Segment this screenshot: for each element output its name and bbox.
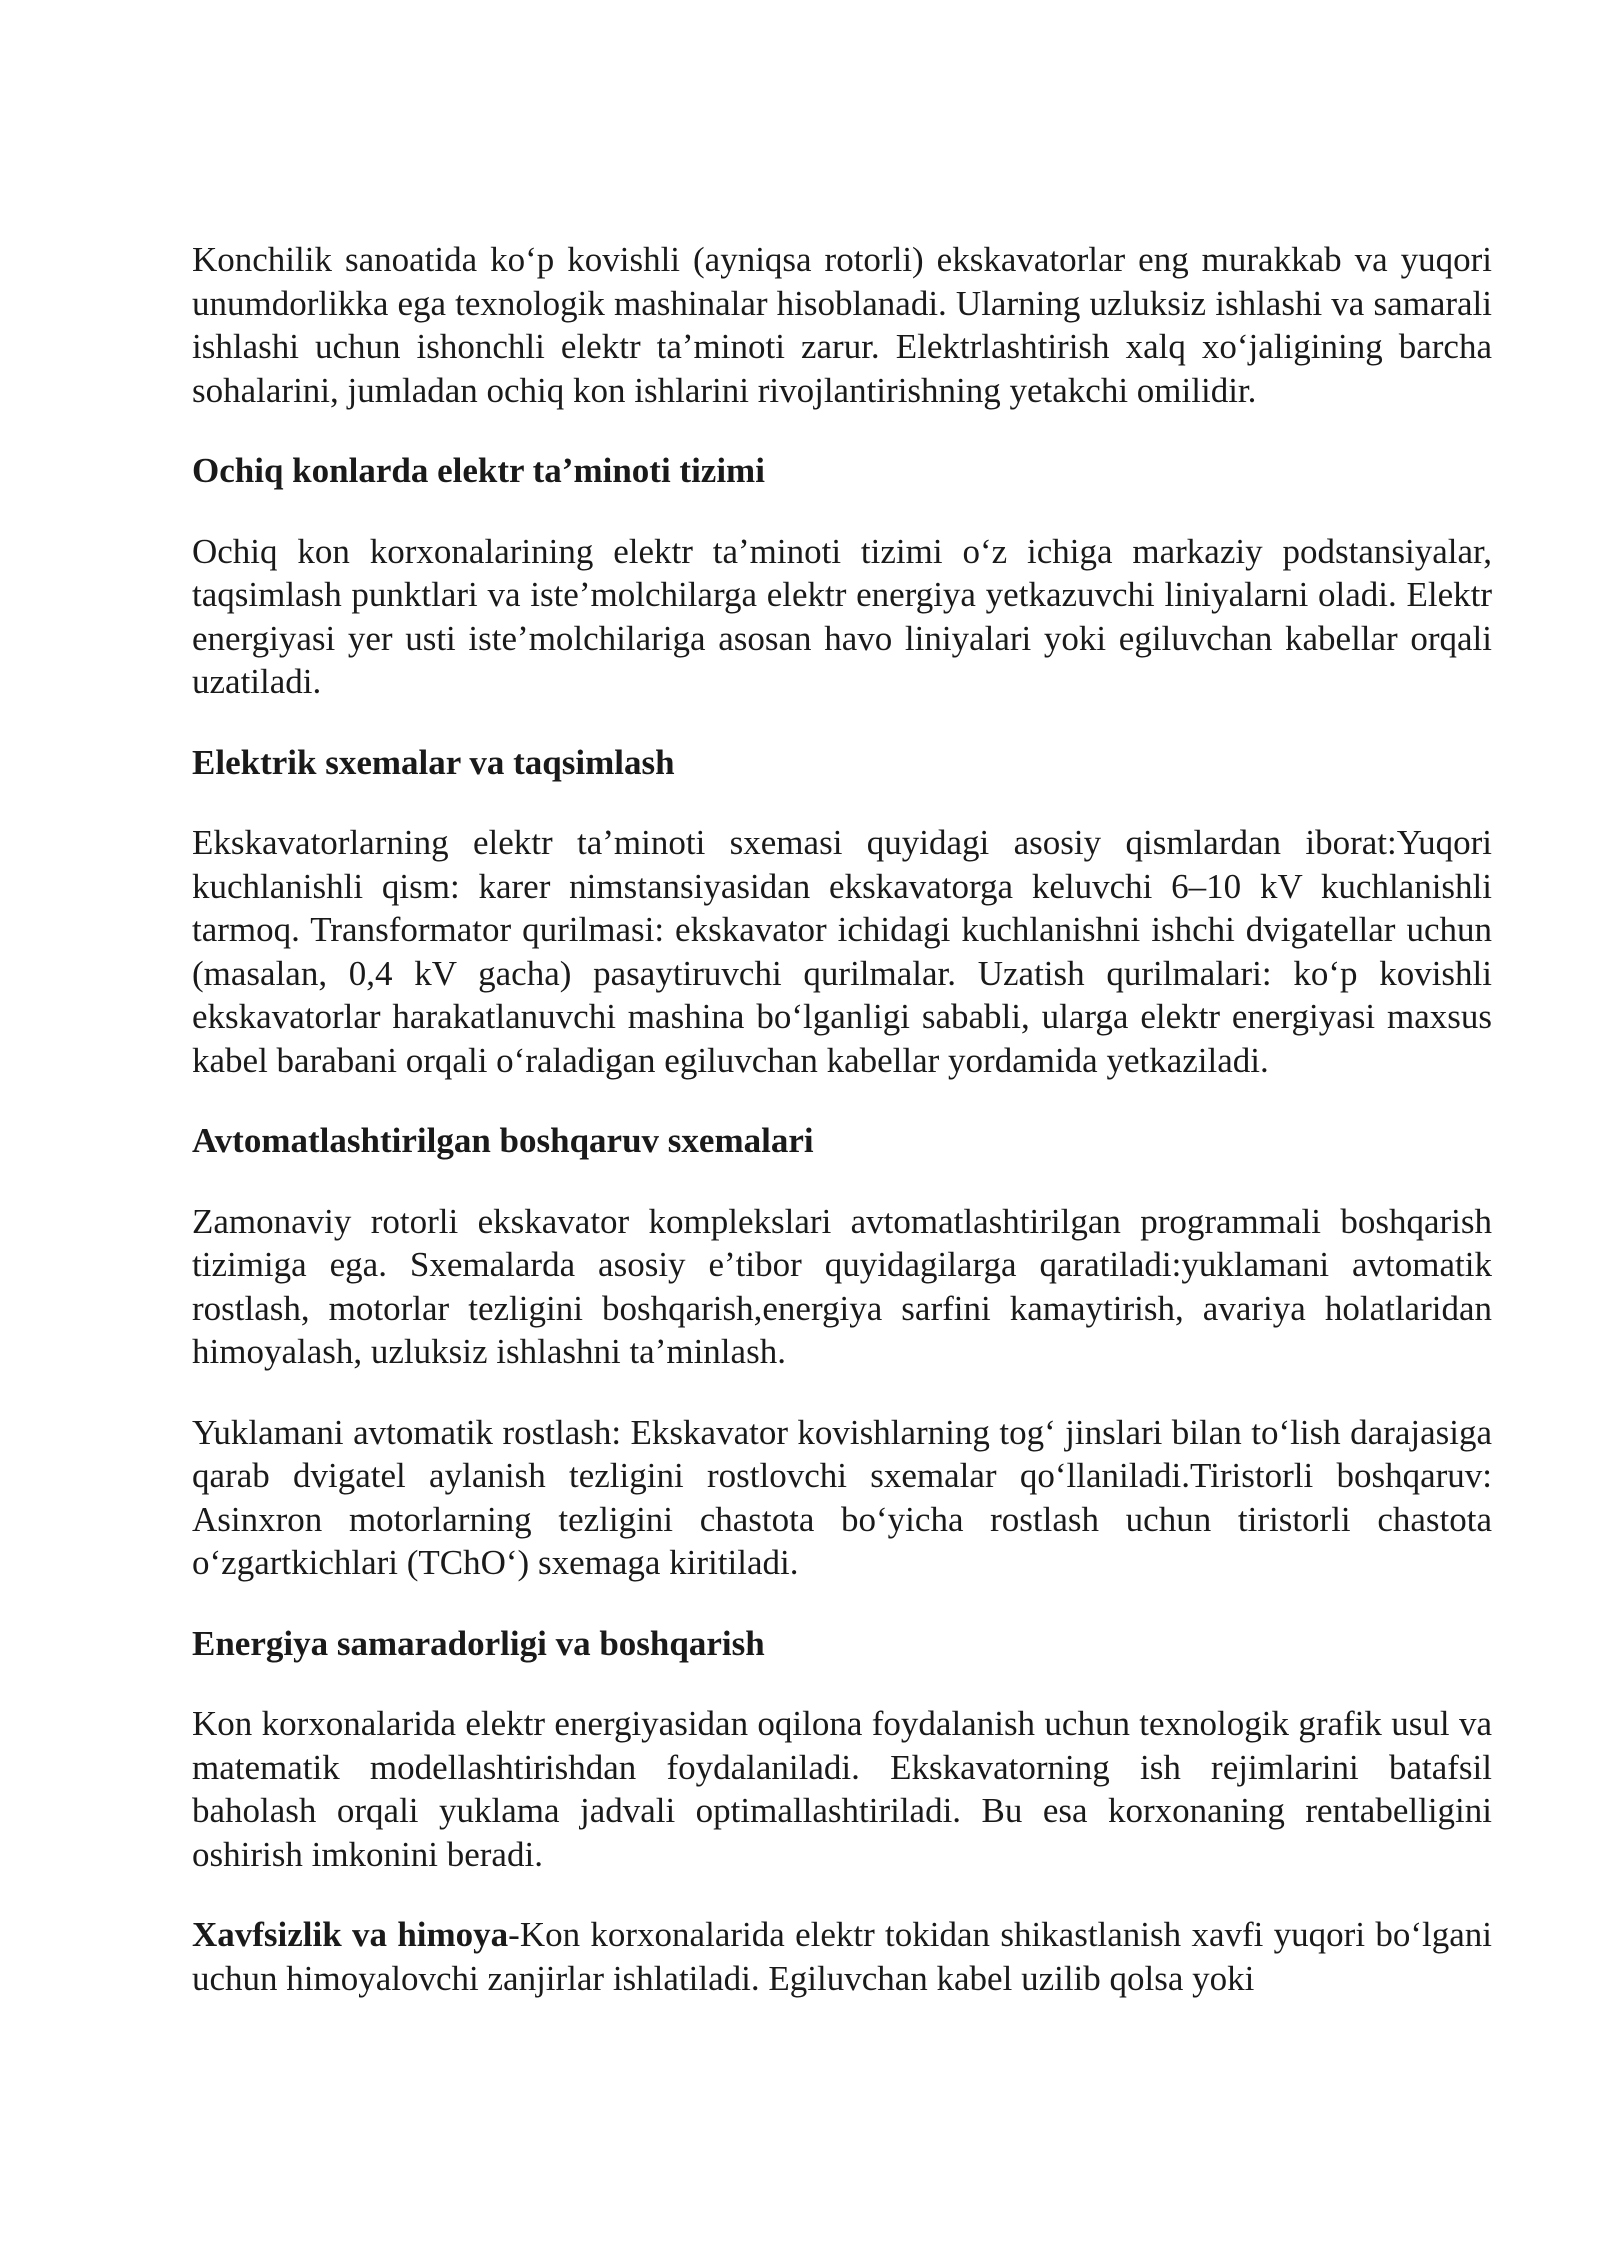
- paragraph-electrical-schemes: Ekskavatorlarning elektr taʼminoti sxemasi quyidagi asosiy qismlardan iborat:Yuqori kuchlanishli qism: karer nimstansiyasidan ekskavatorga keluvchi 6–10 kV kuchlanishli tarmoq. Transformator qurilmasi: ekskavator ichidagi kuchlanishni ishchi dvigatellar uchun (masalan, 0,4 kV gacha) pasaytiruvchi qurilmalar. Uzatish qurilmalari: koʻp kovishli ekskavatorlar harakatlanuvchi mashina boʻlganligi sababli, ularga elektr energiyasi maxsus kabel barabani orqali oʻraladigan egiluvchan kabellar yordamida yetkaziladi.: [192, 823, 1492, 1080]
- heading-energy-efficiency: Energiya samaradorligi va boshqarish: [192, 1623, 765, 1663]
- heading-automated-control: Avtomatlashtirilgan boshqaruv sxemalari: [192, 1121, 814, 1160]
- paragraph-intro: Konchilik sanoatida koʻp kovishli (ayniqsa rotorli) ekskavatorlar eng murakkab va yuqori unumdorlikka ega texnologik mashinalar hisoblanadi. Ularning uzluksiz ishlashi va samarali ishlashi uchun ishonchli elektr taʼminoti zarur. Elektrlashtirish xalq xoʻjaligining barcha sohalarini, jumladan ochiq kon ishlarini rivojlantirishning yetakchi omilidir.: [192, 240, 1492, 410]
- paragraph-energy-efficiency: Kon korxonalarida elektr energiyasidan oqilona foydalanish uchun texnologik grafik usul va matematik modellashtirishdan foydalaniladi. Ekskavatorning ish rejimlarini batafsil baholash orqali yuklama jadvali optimallashtiriladi. Bu esa korxonaning rentabelligini oshirish imkonini beradi.: [192, 1704, 1492, 1874]
- safety-text: -Kon korxonalarida elektr tokidan shikastlanish xavfi yuqori boʻlgani uchun himoyalovchi zanjirlar ishlatiladi. Egiluvchan kabel uzilib qolsa yoki: [192, 1915, 1492, 1998]
- heading-power-supply-system: Ochiq konlarda elektr taʼminoti tizimi: [192, 451, 765, 490]
- paragraph-automated-control-2: Yuklamani avtomatik rostlash: Ekskavator kovishlarning togʻ jinslari bilan toʻlish darajasiga qarab dvigatel aylanish tezligini rostlovchi sxemalar qoʻllaniladi.Tiristorli boshqaruv: Asinxron motorlarning tezligini chastota boʻyicha rostlash uchun tiristorli chastota oʻzgartkichlari (TChOʻ) sxemaga kiritiladi.: [192, 1412, 1492, 1582]
- document-page: [192, 238, 1492, 2037]
- paragraph-safety: [192, 1913, 1492, 2000]
- paragraph-automated-control-1: Zamonaviy rotorli ekskavator komplekslari avtomatlashtirilgan programmali boshqarish tizimiga ega. Sxemalarda asosiy eʼtibor quyidagilarga qaratiladi:yuklamani avtomatik rostlash, motorlar tezligini boshqarish,energiya sarfini kamaytirish, avariya holatlaridan himoyalash, uzluksiz ishlashni taʼminlash.: [192, 1201, 1492, 1371]
- safety-bold-lead: Xavfsizlik va himoya: [192, 1915, 509, 1954]
- heading-electrical-schemes: Elektrik sxemalar va taqsimlash: [192, 742, 675, 782]
- paragraph-power-supply-system: Ochiq kon korxonalarining elektr taʼminoti tizimi oʻz ichiga markaziy podstansiyalar, taqsimlash punktlari va isteʼmolchilarga elektr energiya yetkazuvchi liniyalarni oladi. Elektr energiyasi yer usti isteʼmolchilariga asosan havo liniyalari yoki egiluvchan kabellar orqali uzatiladi.: [192, 531, 1492, 701]
